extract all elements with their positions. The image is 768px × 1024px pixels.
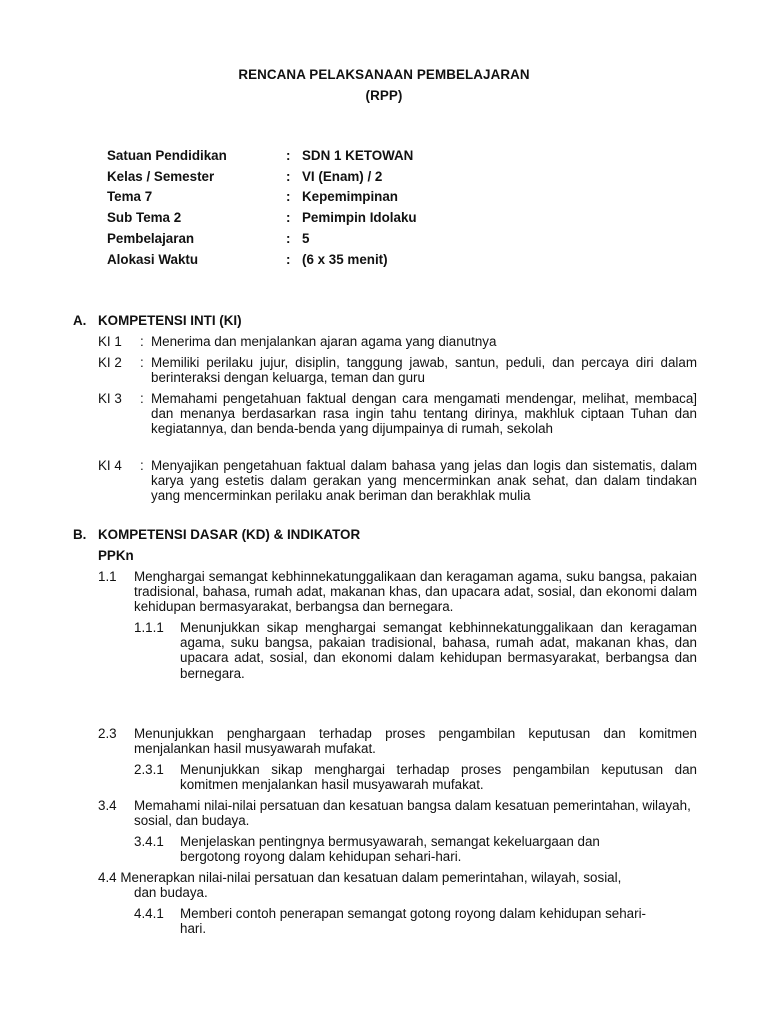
indicator-number: 1.1.1 [134, 620, 164, 635]
kd-text-first-line: Menerapkan nilai-nilai persatuan dan kesatuan dalam pemerintahan, wilayah, sosial, [120, 870, 622, 885]
identity-label: Kelas / Semester [107, 169, 215, 184]
ki-colon: : [140, 458, 144, 473]
ki-label: KI 2 [98, 355, 122, 370]
indicator-text: Menunjukkan sikap menghargai semangat kebhinnekatunggalikaan dan keragaman agama, suku bangsa, pakaian tradisional, bahasa, rumah adat, makanan khas, dan upacara adat, sosial, dan ekonomi dalam kehidupan bermasyarakat, berbangsa dan bernegara. [180, 620, 697, 681]
document-title: RENCANA PELAKSANAAN PEMBELAJARAN [238, 67, 530, 82]
kd-number: 1.1 [98, 569, 117, 584]
identity-value: (6 x 35 menit) [302, 252, 388, 267]
ki-label: KI 4 [98, 458, 122, 473]
section-heading: KOMPETENSI DASAR (KD) & INDIKATOR [98, 527, 361, 542]
identity-value: Pemimpin Idolaku [302, 210, 417, 225]
identity-colon: : [286, 148, 291, 163]
document-subtitle: (RPP) [365, 88, 403, 103]
identity-label: Satuan Pendidikan [107, 148, 227, 163]
identity-colon: : [286, 231, 291, 246]
indicator-number: 2.3.1 [134, 762, 164, 777]
kd-text: Menunjukkan penghargaan terhadap proses pengambilan keputusan dan komitmen menjalankan hasil musyawarah mufakat. [134, 726, 697, 757]
kd-number: 3.4 [98, 798, 117, 813]
identity-colon: : [286, 189, 291, 204]
indicator-number: 3.4.1 [134, 834, 164, 849]
subject-heading: PPKn [98, 548, 134, 563]
ki-text: Memiliki perilaku jujur, disiplin, tanggung jawab, santun, peduli, dan percaya diri dalam berinteraksi dengan keluarga, teman dan guru [151, 355, 697, 386]
identity-value: SDN 1 KETOWAN [302, 148, 414, 163]
kd-number: 4.4 [98, 870, 117, 885]
identity-colon: : [286, 252, 291, 267]
ki-label: KI 1 [98, 334, 122, 349]
kd-text: Memahami nilai-nilai persatuan dan kesatuan bangsa dalam kesatuan pemerintahan, wilayah, sosial, dan budaya. [134, 798, 691, 829]
ki-text: Menyajikan pengetahuan faktual dalam bahasa yang jelas dan logis dan sistematis, dalam karya yang estetis dalam gerakan yang mencerminkan anak sehat, dan dalam tindakan yang mencerminkan perilaku anak beriman dan berakhlak mulia [151, 458, 697, 504]
indicator-number: 4.4.1 [134, 906, 164, 921]
indicator-text: Menjelaskan pentingnya bermusyawarah, semangat kekeluargaan dan bergotong royong dalam kehidupan sehari-hari. [180, 834, 600, 865]
indicator-text: Menunjukkan sikap menghargai terhadap proses pengambilan keputusan dan komitmen menjalankan hasil musyawarah mufakat. [180, 762, 697, 793]
section-heading: KOMPETENSI INTI (KI) [98, 313, 242, 328]
identity-colon: : [286, 169, 291, 184]
identity-label: Alokasi Waktu [107, 252, 199, 267]
kd-number: 2.3 [98, 726, 117, 741]
ki-text: Memahami pengetahuan faktual dengan cara mengamati mendengar, melihat, membaca] dan menanya berdasarkan rasa ingin tahu tentang dirinya, makhluk ciptaan Tuhan dan kegiatannya, dan benda-benda yang dijumpainya di rumah, sekolah [151, 391, 697, 437]
kd-text-inline [98, 870, 708, 885]
kd-text-continuation: dan budaya. [134, 885, 208, 900]
indicator-text: Memberi contoh penerapan semangat gotong royong dalam kehidupan sehari-hari. [180, 906, 646, 937]
identity-value: Kepemimpinan [302, 189, 398, 204]
identity-value: 5 [302, 231, 310, 246]
identity-label: Sub Tema 2 [107, 210, 182, 225]
identity-colon: : [286, 210, 291, 225]
ki-colon: : [140, 355, 144, 370]
ki-label: KI 3 [98, 391, 122, 406]
identity-value: VI (Enam) / 2 [302, 169, 383, 184]
kd-text: Menghargai semangat kebhinnekatunggalikaan dan keragaman agama, suku bangsa, pakaian tradisional, bahasa, rumah adat, makanan khas, dan upacara adat, sosial, dan ekonomi dalam kehidupan bermasyarakat, berbangsa dan bernegara. [134, 569, 697, 615]
identity-label: Pembelajaran [107, 231, 195, 246]
ki-text: Menerima dan menjalankan ajaran agama yang dianutnya [151, 334, 497, 349]
section-letter: B. [73, 527, 87, 542]
identity-label: Tema 7 [107, 189, 153, 204]
ki-colon: : [140, 391, 144, 406]
section-letter: A. [73, 313, 87, 328]
ki-colon: : [140, 334, 144, 349]
